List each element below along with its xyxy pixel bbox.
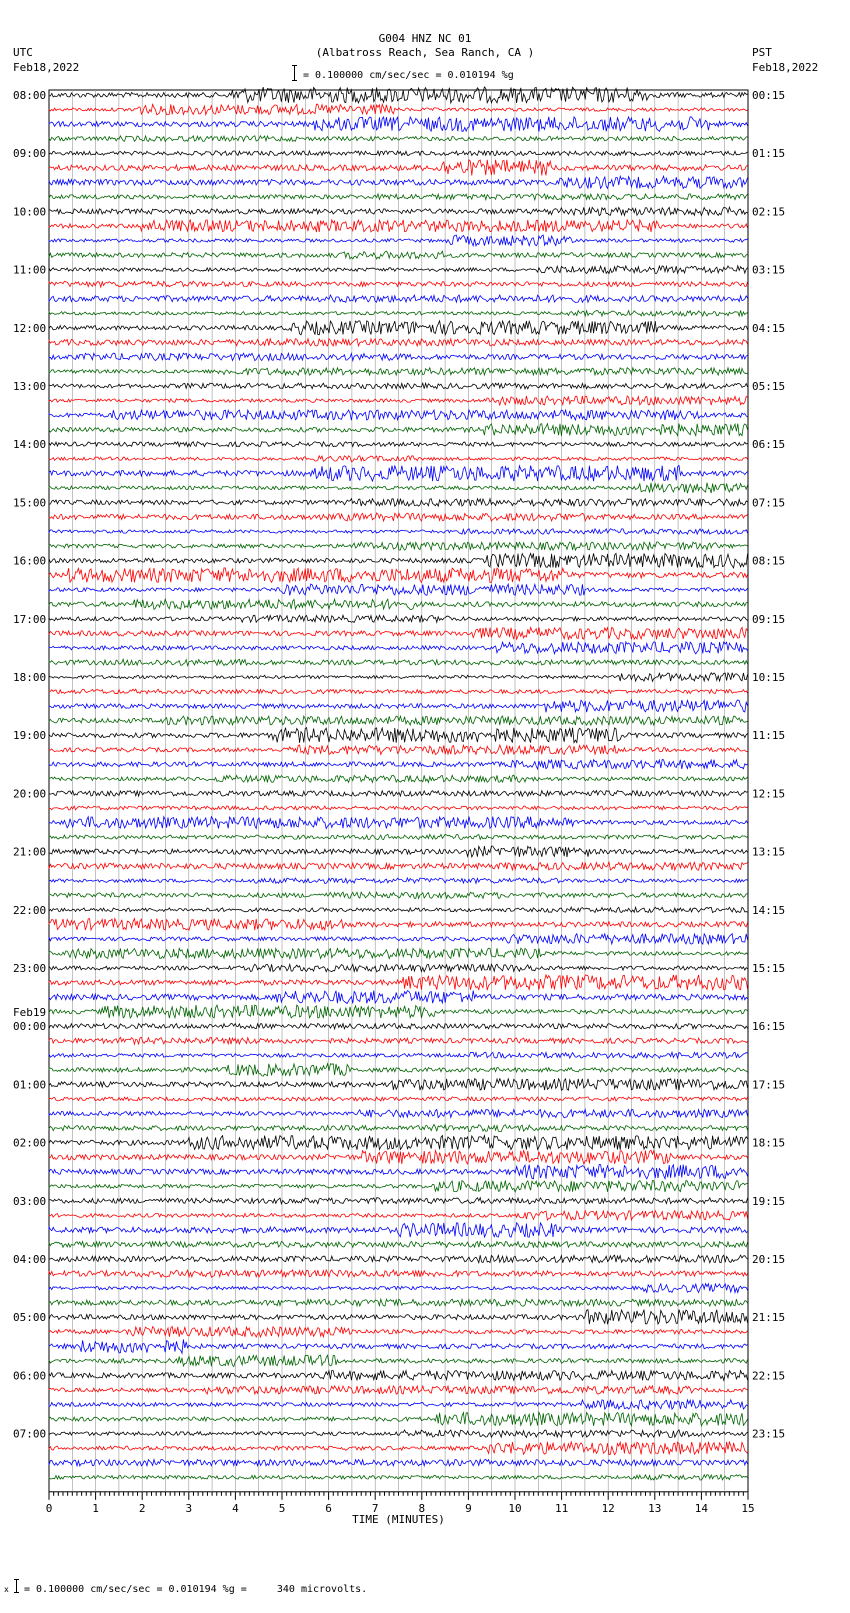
x-tick-label: 7 xyxy=(371,1501,379,1515)
utc-hour-label: 05:00 xyxy=(13,1311,47,1325)
x-tick-label: 1 xyxy=(92,1501,99,1515)
utc-hour-label: 04:00 xyxy=(13,1253,47,1266)
x-tick-label: 2 xyxy=(138,1501,146,1515)
pst-hour-label: 09:15 xyxy=(752,612,786,626)
utc-hour-label: 21:00 xyxy=(13,845,47,859)
utc-hour-label: 06:00 xyxy=(13,1369,47,1383)
pst-hour-label: 08:15 xyxy=(752,554,786,568)
pst-hour-label: 01:15 xyxy=(752,147,786,161)
x-tick-label: 4 xyxy=(232,1501,239,1515)
utc-hour-label: 01:00 xyxy=(13,1078,47,1092)
utc-hour-label: 23:00 xyxy=(13,962,47,975)
svg-text:x: x xyxy=(4,1585,9,1594)
utc-hour-label: 15:00 xyxy=(13,496,47,510)
pst-hour-label: 17:15 xyxy=(752,1078,786,1092)
utc-hour-label: 00:00 xyxy=(13,1020,47,1034)
utc-date: Feb18,2022 xyxy=(13,61,80,74)
pst-hour-label: 14:15 xyxy=(752,903,786,917)
pst-hour-label: 11:15 xyxy=(752,729,786,743)
utc-hour-label: 12:00 xyxy=(13,321,47,335)
utc-hour-label: 18:00 xyxy=(13,671,47,684)
footer-scale-text: = 0.100000 cm/sec/sec = 0.010194 %g = 340 microvolts. xyxy=(24,1584,368,1595)
utc-hour-label: 07:00 xyxy=(13,1427,47,1441)
pst-hour-label: 23:15 xyxy=(752,1427,786,1441)
utc-hour-label: 20:00 xyxy=(13,787,47,801)
x-tick-label: 3 xyxy=(185,1501,193,1515)
pst-hour-label: 02:15 xyxy=(752,205,786,219)
x-tick-label: 6 xyxy=(325,1501,332,1515)
pst-label: PST xyxy=(752,46,772,59)
pst-hour-label: 05:15 xyxy=(752,380,786,393)
x-tick-label: 8 xyxy=(418,1501,426,1515)
pst-hour-label: 12:15 xyxy=(752,787,786,801)
x-tick-label: 14 xyxy=(694,1501,709,1515)
utc-hour-label: 09:00 xyxy=(13,147,47,161)
utc-hour-label: 03:00 xyxy=(13,1194,47,1208)
x-axis-label: TIME (MINUTES) xyxy=(352,1512,445,1526)
x-tick-label: 0 xyxy=(45,1501,53,1515)
scale-text: = 0.100000 cm/sec/sec = 0.010194 %g xyxy=(303,70,514,81)
pst-hour-label: 04:15 xyxy=(752,321,786,335)
pst-hour-label: 10:15 xyxy=(752,671,786,684)
utc-hour-label: 13:00 xyxy=(13,380,47,393)
utc-hour-label: 19:00 xyxy=(13,729,47,743)
header-title: G004 HNZ NC 01 xyxy=(378,32,472,45)
header-subtitle: (Albatross Reach, Sea Ranch, CA ) xyxy=(315,46,535,59)
pst-hour-label: 06:15 xyxy=(752,438,786,452)
pst-hour-label: 13:15 xyxy=(752,845,786,859)
pst-hour-label: 03:15 xyxy=(752,263,786,277)
x-tick-label: 15 xyxy=(741,1501,755,1515)
utc-hour-label: 17:00 xyxy=(13,612,47,626)
utc-hour-label: 22:00 xyxy=(13,903,47,917)
pst-hour-label: 18:15 xyxy=(752,1136,786,1150)
x-tick-label: 11 xyxy=(554,1501,569,1515)
pst-hour-label: 16:15 xyxy=(752,1020,786,1034)
footer-scale-icon xyxy=(4,1578,20,1594)
utc-hour-label: 08:00 xyxy=(13,89,47,102)
x-tick-label: 12 xyxy=(601,1501,615,1515)
utc-hour-label: 11:00 xyxy=(13,263,47,277)
utc-hour-label: 16:00 xyxy=(13,554,47,568)
x-tick-label: 9 xyxy=(465,1501,472,1515)
pst-hour-label: 15:15 xyxy=(752,962,786,975)
pst-hour-label: 07:15 xyxy=(752,496,786,510)
pst-hour-label: 22:15 xyxy=(752,1369,786,1383)
pst-hour-label: 21:15 xyxy=(752,1311,786,1325)
utc-hour-label: 14:00 xyxy=(13,438,47,452)
x-tick-label: 13 xyxy=(648,1501,662,1515)
utc-hour-label: 02:00 xyxy=(13,1136,47,1150)
pst-hour-label: 00:15 xyxy=(752,89,786,102)
utc-label: UTC xyxy=(13,46,33,59)
pst-hour-label: 19:15 xyxy=(752,1194,786,1208)
pst-hour-label: 20:15 xyxy=(752,1253,786,1266)
x-tick-label: 5 xyxy=(278,1501,286,1515)
utc-hour-label: 10:00 xyxy=(13,205,47,219)
x-tick-label: 10 xyxy=(508,1501,522,1515)
date-change-label: Feb19 xyxy=(13,1006,47,1020)
pst-date: Feb18,2022 xyxy=(752,61,819,74)
